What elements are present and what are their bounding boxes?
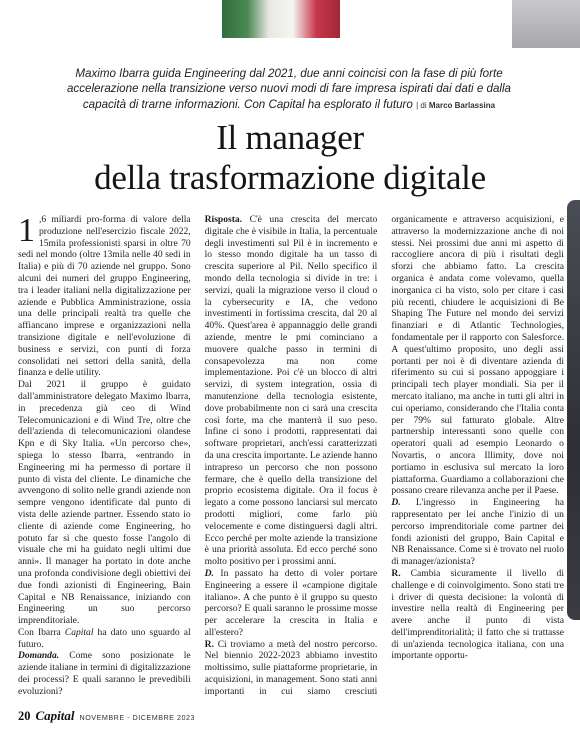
paragraph-2: Dal 2021 il gruppo è guidato dall'amministratore delegato Maximo Ibarra, in precedenza già ceo di Wind Telecomunicazioni e di Wind Tre, oltre che dell'azienda di telecomunicazioni olandese Kpn e di Sky Italia. «Un percorso che», spiega lo stesso Ibarra, «entrando in Engineering mi ha permesso di portare il punto di vista del cliente. Le dinamiche che avvengono di solito nelle grandi aziende non sempre vengono identificate dal punto di vista delle aziende partner. Essendo stato io cliente di aziende come Engineering, ho potuto far sì che questo fosse l'angolo di visuale che mi ha guidato negli ultimi due anni». Il manager ha portato in dote anche una profonda condivisione degli obiettivi dei due fondi azionisti di Engineering, Bain Capital e NB Renaissance, iniziando con Engineering un suo percorso imprenditoriale. <box>18 379 191 627</box>
issue-date: NOVEMBRE - DICEMBRE 2023 <box>79 713 195 722</box>
author-name: Marco Barlassina <box>428 100 496 110</box>
answer-2: R. Ci troviamo a metà del nostro percorso. Nel biennio 2022-2023 abbiamo investito moltissimo, sulle piattaforme proprietarie, in acquisizioni, in management. Sono stati anni importanti in cui siamo cresciuti organicamente e attraverso acquisizioni, e attraverso la modernizzazione anche di noi stessi. Nei prossimi due anni mi aspetto di raccogliere ancora di più i risultati degli sforzi che abbiamo fatto. La crescita organica è andata come volevamo, quella inorganica ci ha visto, solo per citare i casi più recenti, chiudere le acquisizioni di Be Shaping The Future nel mondo dei servizi finanziari e di Atlantic Technologies, fondamentale per il rapporto con Salesforce. A quest'ultimo proposito, uno degli assi portanti per noi è di diventare azienda di riferimento su cui si possano appoggiare i principali tech player mondiali. Sia per il mercato italiano, ma anche in tutti gli altri in cui operiamo, considerando che l'Italia conta per 79% sul fatturato globale. Altre partnership interessanti sono quelle con operatori quali ad esempio Leonardo o Novartis, o ancora Illimity, dove noi portiamo in esclusiva sul mercato la loro piattaforma. Guardiamo a collaborazioni che possano creare rilevanza anche per il Paese. <box>204 214 564 697</box>
page-footer <box>18 708 195 726</box>
headline-line-1: Il manager <box>216 118 364 157</box>
question-1: Domanda. Come sono posizionate le aziende italiane in termini di digitalizzazione dei processi? E quali saranno le prevedibili evoluzioni? <box>18 650 191 697</box>
byline-prefix: di <box>420 100 427 110</box>
header-photo-right-detail <box>512 0 580 48</box>
magazine-logo: Capital <box>35 708 75 723</box>
answer-1: Risposta. C'è una crescita del mercato digitale che è visibile in Italia, la percentuale degli investimenti sul Pil è in incremento e lo stesso mondo digitale ha un tasso di crescita superiore al Pil. Nello specifico il mondo della tecnologia si divide in tre: i servizi, quali la migrazione verso il cloud o la cybersecurity e IA, che vedono investimenti in fortissima crescita, dal 20 al 40%. Quest'area è appannaggio delle grandi aziende, mentre le pmi cominciano a muovere qualche passo in termini di consapevolezza ma non come implementazione. Poi c'è un blocco di altri servizi, di system integration, ossia di manutenzione della tecnologia esistente, dove probabilmente non ci sarà una crescita così forte, ma che manterrà il suo peso. Infine ci sono i prodotti, rappresentati dai software proprietari, anch'essi caratterizzati da una crescita importante. Le aziende hanno intrapreso un percorso che non possono fermare, che è quello della transizione del proprio ecosistema digitale. Ora il focus è legato a come possono lanciarsi sul mercato prodotti migliori, come farlo più velocemente e come distinguersi dagli altri. Ecco perché per molte aziende la transizione è una priorità assoluta. Ed ecco perché sono molto positivo per i prossimi anni. <box>204 214 378 568</box>
byline: | di Marco Barlassina <box>416 100 496 110</box>
headline-line-2: della trasformazione digitale <box>94 158 486 197</box>
header-photo-flag-detail <box>222 0 340 38</box>
answer-3: R. Cambia sicuramente il livello di challenge e di coinvolgimento. Sono stati tre i driver di questa decisione: la volontà di investire nella realtà di Engineering per avere anche il punto di vista dell'imprenditorialità; il fatto che si trattasse di un'azienda tecnologica italiana, con una importante opportu- <box>391 567 564 662</box>
portrait-photo-edge <box>567 200 580 620</box>
paragraph-3: Con Ibarra Capital ha dato uno sguardo al futuro. <box>18 626 191 650</box>
page-number: 20 <box>18 709 31 723</box>
article-body <box>18 214 564 708</box>
intro-text: Maximo Ibarra guida Engineering dal 2021, due anni coincisi con la fase di più forte accelerazione nella transizione verso nuovi modi di fare impresa ispirati dai dati e dalla capacità di trarne informazioni. Con Capital ha esplorato il futuro <box>66 67 512 111</box>
question-3: D. L'ingresso in Engineering ha rappresentato per lei anche l'inizio di un percorso imprenditoriale come partner dei fondi azionisti del gruppo, Bain Capital e NB Renaissance. Come si è trovato nel ruolo di manager/azionista? <box>391 497 564 568</box>
article-intro <box>46 66 532 113</box>
drop-cap: 1 <box>18 212 35 249</box>
article-headline <box>20 118 560 198</box>
question-2: D. In passato ha detto di voler portare Engineering a essere il «campione digitale italiano». A che punto è il gruppo su questo percorso? E quali saranno le prossime mosse per accelerare la crescita in Italia e all'estero? <box>204 567 378 638</box>
header-photo <box>0 0 580 58</box>
paragraph-1: 1 ,6 miliardi pro-forma di valore della produzione nell'esercizio fiscale 2022, 15mila professionisti sparsi in oltre 70 sedi nel mondo (oltre 13mila nelle 40 sedi in Italia) e più di 70 aziende nel gruppo. Sono alcuni dei numeri del gruppo Engineering, tra i leader italiani nella digitalizzazione per aziende e Pubblica Amministrazione, ossia una delle principali realtà tra quelle che affiancano imprese e organizzazioni nella transizione digitale e nell'evoluzione di business e servizi, con punti di forza consolidati nei settori della sanità, della finanza e delle utility. <box>18 212 191 379</box>
